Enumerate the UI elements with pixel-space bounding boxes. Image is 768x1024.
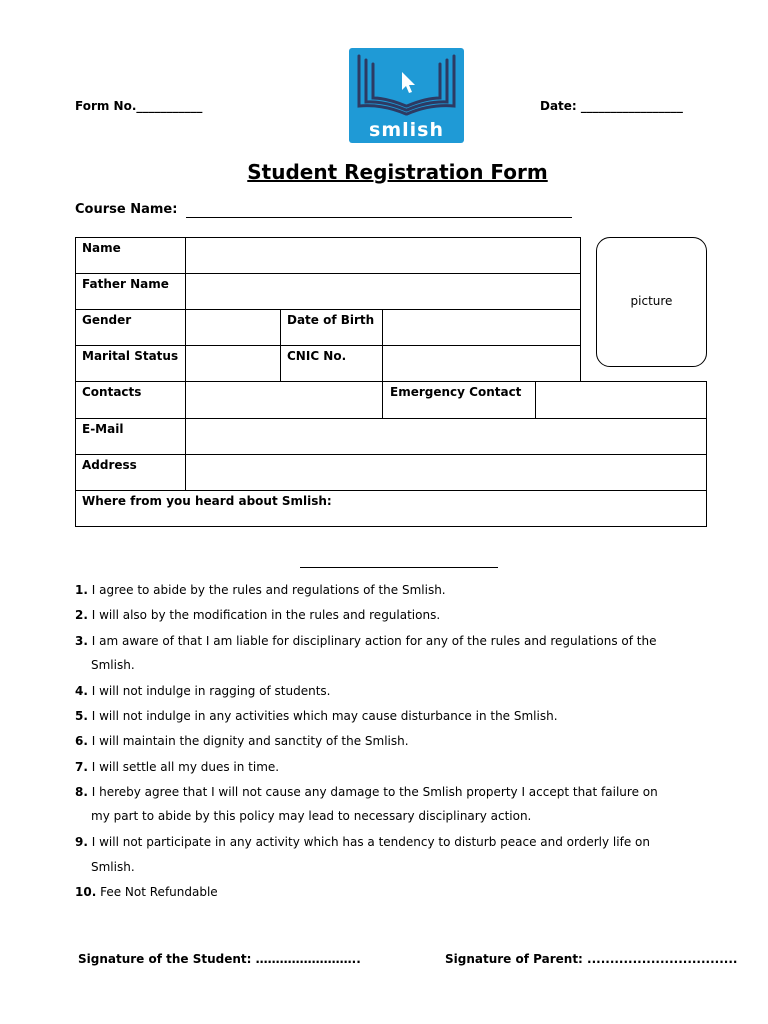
marital-status-label: Marital Status [82,349,179,363]
logo-wordmark: smlish [369,119,444,141]
gender-input-cell[interactable] [185,309,281,346]
dob-label-cell [280,309,383,346]
name-input-cell[interactable] [185,237,581,274]
father-name-label: Father Name [82,277,169,291]
heard-about-cell[interactable] [75,490,707,527]
cnic-label: CNIC No. [287,349,347,363]
rule-item: 7. I will settle all my dues in time. [75,760,280,774]
contacts-input-cell[interactable] [185,381,383,419]
contacts-label: Contacts [82,385,142,399]
form-number-label: Form No.___________ [75,99,203,113]
rule-item: 6. I will maintain the dignity and sanctity of the Smlish. [75,734,409,748]
marital-status-label-cell [75,345,186,382]
name-label: Name [82,241,121,255]
emergency-contact-label: Emergency Contact [390,385,522,399]
dob-input-cell[interactable] [382,309,581,346]
contacts-label-cell [75,381,186,419]
rule-item: 3. I am aware of that I am liable for disciplinary action for any of the rules and regulations of the [75,634,657,648]
email-label: E-Mail [82,422,124,436]
rule-item: 4. I will not indulge in ragging of students. [75,684,331,698]
address-label: Address [82,458,137,472]
student-signature-line[interactable]: Signature of the Student: …………………….. [78,952,361,966]
rule-item: 10. Fee Not Refundable [75,885,218,899]
email-input-cell[interactable] [185,418,707,455]
father-name-label-cell [75,273,186,310]
picture-label: picture [630,294,673,308]
rule-item-continuation: Smlish. [91,658,135,672]
parent-signature-line[interactable]: Signature of Parent: ................................. [445,952,738,966]
gender-label-cell [75,309,186,346]
course-name-input-line[interactable] [186,217,572,218]
rule-item: 8. I hereby agree that I will not cause any damage to the Smlish property I accept that failure on [75,785,658,799]
emergency-contact-input-cell[interactable] [535,381,707,419]
smlish-logo [349,48,464,143]
father-name-input-cell[interactable] [185,273,581,310]
dob-label: Date of Birth [287,313,375,327]
email-label-cell [75,418,186,455]
address-input-cell[interactable] [185,454,707,491]
heard-about-label: Where from you heard about Smlish: [82,494,332,508]
name-label-cell [75,237,186,274]
rule-item: 1. I agree to abide by the rules and regulations of the Smlish. [75,583,446,597]
emergency-contact-label-cell [382,381,536,419]
picture-box[interactable] [596,237,707,367]
cnic-label-cell [280,345,383,382]
marital-status-input-cell[interactable] [185,345,281,382]
course-name-label: Course Name: [75,202,178,217]
rule-item-continuation: my part to abide by this policy may lead to necessary disciplinary action. [91,809,532,823]
date-label: Date: _________________ [540,99,683,113]
cnic-input-cell[interactable] [382,345,581,382]
rule-item: 5. I will not indulge in any activities which may cause disturbance in the Smlish. [75,709,558,723]
section-divider [300,567,498,568]
rule-item: 2. I will also by the modification in the rules and regulations. [75,608,441,622]
page-title: Student Registration Form [247,160,548,184]
rule-item: 9. I will not participate in any activity which has a tendency to disturb peace and orderly life on [75,835,650,849]
rule-item-continuation: Smlish. [91,860,135,874]
gender-label: Gender [82,313,132,327]
address-label-cell [75,454,186,491]
